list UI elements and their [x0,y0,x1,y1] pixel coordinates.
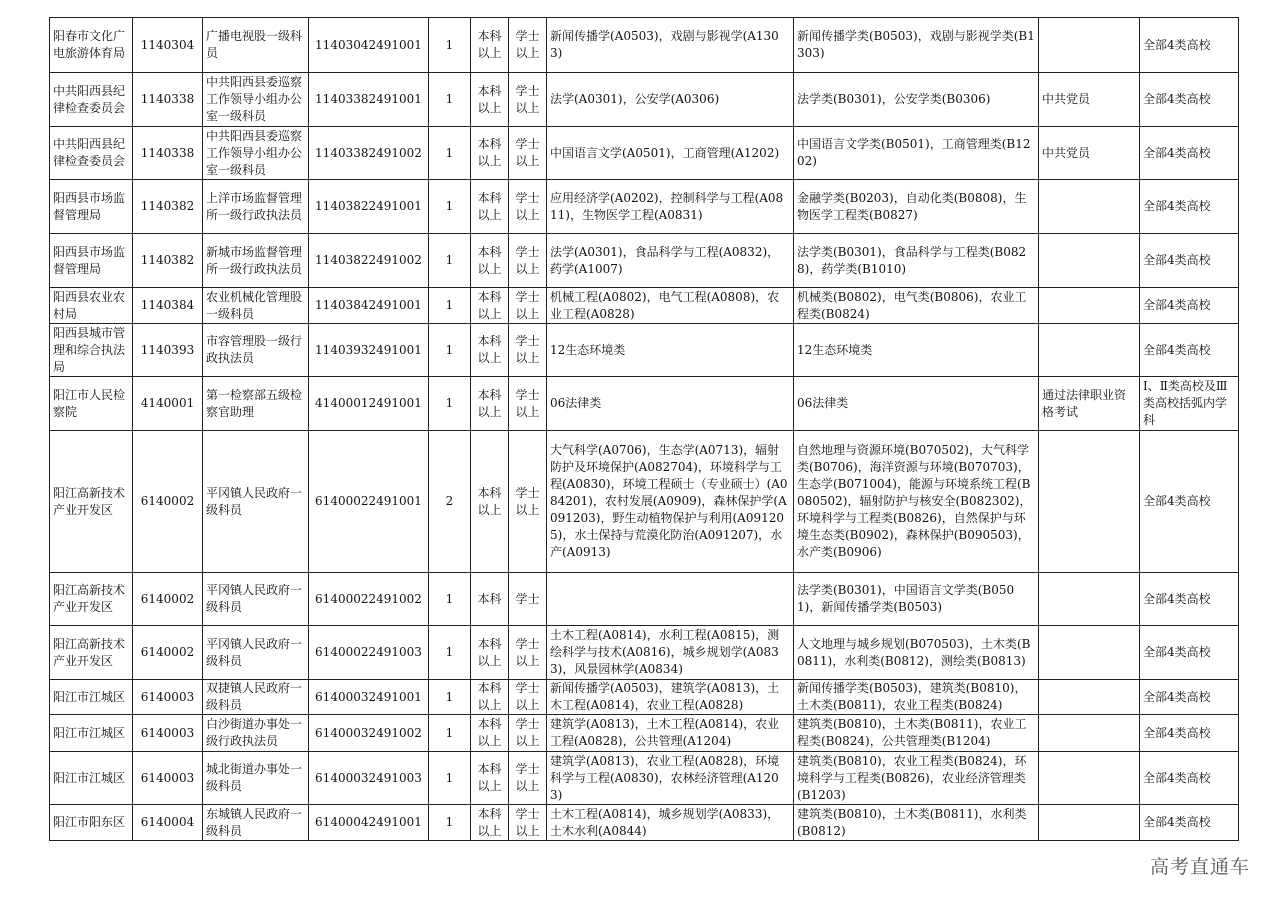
other-requirement-cell [1039,18,1140,73]
school-type-cell: 全部4类高校 [1140,288,1239,324]
graduate-major-cell: 12生态环境类 [547,324,794,377]
position-name-cell: 中共阳西县委巡察工作领导小组办公室一级科员 [203,73,309,127]
table-row [50,431,1239,573]
position-name-cell: 市容管理股一级行政执法员 [203,324,309,377]
table-row [50,805,1239,841]
undergraduate-major-cell: 法学类(B0301)，食品科学与工程类(B0828)，药学类(B1010) [794,234,1039,288]
school-type-cell: 全部4类高校 [1140,73,1239,127]
position-name-cell: 平冈镇人民政府一级科员 [203,573,309,626]
undergraduate-major-cell: 12生态环境类 [794,324,1039,377]
position-code-cell: 61400032491002 [309,715,429,752]
education-cell: 本科以上 [471,73,509,127]
table-row [50,18,1239,73]
undergraduate-major-cell: 06法律类 [794,377,1039,431]
table-row [50,234,1239,288]
undergraduate-major-cell: 建筑类(B0810)，农业工程类(B0824)，环境科学与工程类(B0826)，农业经济管理类(B1203) [794,752,1039,805]
other-requirement-cell [1039,180,1140,234]
unit-name-cell: 阳西县市场监督管理局 [50,234,133,288]
unit-code-cell: 1140384 [133,288,203,324]
degree-cell: 学士以上 [509,73,547,127]
other-requirement-cell [1039,626,1140,680]
recruit-count-cell: 1 [429,715,471,752]
unit-name-cell: 阳江市江城区 [50,715,133,752]
unit-name-cell: 阳江市江城区 [50,680,133,715]
education-cell: 本科以上 [471,377,509,431]
graduate-major-cell: 建筑学(A0813)，农业工程(A0828)，环境科学与工程(A0830)，农林经济管理(A1203) [547,752,794,805]
position-name-cell: 双捷镇人民政府一级科员 [203,680,309,715]
degree-cell: 学士以上 [509,805,547,841]
other-requirement-cell [1039,680,1140,715]
recruit-count-cell: 1 [429,680,471,715]
undergraduate-major-cell: 法学类(B0301)，中国语言文学类(B0501)，新闻传播学类(B0503) [794,573,1039,626]
graduate-major-cell: 法学(A0301)，食品科学与工程(A0832)，药学(A1007) [547,234,794,288]
other-requirement-cell [1039,715,1140,752]
education-cell: 本科以上 [471,127,509,180]
recruit-count-cell: 2 [429,431,471,573]
unit-code-cell: 1140382 [133,234,203,288]
other-requirement-cell [1039,431,1140,573]
school-type-cell: 全部4类高校 [1140,680,1239,715]
position-name-cell: 中共阳西县委巡察工作领导小组办公室一级科员 [203,127,309,180]
undergraduate-major-cell: 建筑类(B0810)，土木类(B0811)，农业工程类(B0824)，公共管理类(B1204) [794,715,1039,752]
position-code-cell: 11403042491001 [309,18,429,73]
position-name-cell: 广播电视股一级科员 [203,18,309,73]
other-requirement-cell [1039,573,1140,626]
undergraduate-major-cell: 新闻传播学类(B0503)，建筑类(B0810)，土木类(B0811)，农业工程类(B0824) [794,680,1039,715]
unit-name-cell: 阳西县农业农村局 [50,288,133,324]
other-requirement-cell [1039,234,1140,288]
table-row [50,715,1239,752]
table-row [50,324,1239,377]
position-name-cell: 第一检察部五级检察官助理 [203,377,309,431]
school-type-cell: 全部4类高校 [1140,715,1239,752]
unit-code-cell: 1140382 [133,180,203,234]
unit-name-cell: 阳江市阳东区 [50,805,133,841]
school-type-cell: 全部4类高校 [1140,431,1239,573]
undergraduate-major-cell: 自然地理与资源环境(B070502)，大气科学类(B0706)，海洋资源与环境(B070703)，生态学(B071004)，能源与环境系统工程(B080502)，辐射防护与核安全(B082302)，环境科学与工程类(B0826)，自然保护与环境生态类(B0902)，森林保护(B090503)，水产类(B0906) [794,431,1039,573]
graduate-major-cell: 建筑学(A0813)，土木工程(A0814)，农业工程(A0828)，公共管理(A1204) [547,715,794,752]
position-code-cell: 61400022491002 [309,573,429,626]
position-code-cell: 61400032491003 [309,752,429,805]
recruit-count-cell: 1 [429,73,471,127]
undergraduate-major-cell: 新闻传播学类(B0503)，戏剧与影视学类(B1303) [794,18,1039,73]
unit-code-cell: 6140003 [133,752,203,805]
table-row [50,377,1239,431]
unit-code-cell: 1140338 [133,73,203,127]
degree-cell: 学士以上 [509,626,547,680]
recruit-count-cell: 1 [429,234,471,288]
education-cell: 本科以上 [471,752,509,805]
unit-code-cell: 6140004 [133,805,203,841]
degree-cell: 学士以上 [509,288,547,324]
other-requirement-cell [1039,805,1140,841]
table-row [50,127,1239,180]
recruit-count-cell: 1 [429,805,471,841]
education-cell: 本科以上 [471,324,509,377]
degree-cell: 学士 [509,573,547,626]
position-code-cell: 41400012491001 [309,377,429,431]
unit-code-cell: 6140002 [133,431,203,573]
degree-cell: 学士以上 [509,431,547,573]
degree-cell: 学士以上 [509,715,547,752]
position-code-cell: 11403822491001 [309,180,429,234]
position-code-cell: 11403842491001 [309,288,429,324]
unit-code-cell: 1140338 [133,127,203,180]
position-name-cell: 白沙街道办事处一级行政执法员 [203,715,309,752]
watermark-text: 高考直通车 [1149,856,1250,878]
other-requirement-cell: 通过法律职业资格考试 [1039,377,1140,431]
other-requirement-cell [1039,324,1140,377]
recruit-count-cell: 1 [429,626,471,680]
school-type-cell: 全部4类高校 [1140,752,1239,805]
degree-cell: 学士以上 [509,680,547,715]
graduate-major-cell: 新闻传播学(A0503)，戏剧与影视学(A1303) [547,18,794,73]
recruit-count-cell: 1 [429,324,471,377]
degree-cell: 学士以上 [509,377,547,431]
undergraduate-major-cell: 法学类(B0301)，公安学类(B0306) [794,73,1039,127]
unit-name-cell: 中共阳西县纪律检查委员会 [50,127,133,180]
table-row [50,626,1239,680]
unit-name-cell: 中共阳西县纪律检查委员会 [50,73,133,127]
school-type-cell: Ⅰ、Ⅱ类高校及Ⅲ类高校括弧内学科 [1140,377,1239,431]
education-cell: 本科以上 [471,626,509,680]
table-row [50,752,1239,805]
degree-cell: 学士以上 [509,180,547,234]
position-name-cell: 上洋市场监督管理所一级行政执法员 [203,180,309,234]
recruit-count-cell: 1 [429,288,471,324]
undergraduate-major-cell: 金融学类(B0203)，自动化类(B0808)，生物医学工程类(B0827) [794,180,1039,234]
degree-cell: 学士以上 [509,18,547,73]
unit-name-cell: 阳江高新技术产业开发区 [50,626,133,680]
school-type-cell: 全部4类高校 [1140,180,1239,234]
unit-name-cell: 阳江高新技术产业开发区 [50,573,133,626]
recruit-count-cell: 1 [429,127,471,180]
graduate-major-cell: 应用经济学(A0202)，控制科学与工程(A0811)，生物医学工程(A0831) [547,180,794,234]
graduate-major-cell: 法学(A0301)，公安学(A0306) [547,73,794,127]
education-cell: 本科以上 [471,288,509,324]
other-requirement-cell: 中共党员 [1039,127,1140,180]
table-row [50,680,1239,715]
graduate-major-cell: 新闻传播学(A0503)，建筑学(A0813)，土木工程(A0814)，农业工程(A0828) [547,680,794,715]
graduate-major-cell: 机械工程(A0802)，电气工程(A0808)，农业工程(A0828) [547,288,794,324]
graduate-major-cell: 土木工程(A0814)，城乡规划学(A0833)，土木水利(A0844) [547,805,794,841]
education-cell: 本科以上 [471,805,509,841]
degree-cell: 学士以上 [509,324,547,377]
position-code-cell: 61400022491003 [309,626,429,680]
education-cell: 本科以上 [471,680,509,715]
unit-name-cell: 阳江市江城区 [50,752,133,805]
unit-code-cell: 6140003 [133,680,203,715]
unit-name-cell: 阳江市人民检察院 [50,377,133,431]
degree-cell: 学士以上 [509,234,547,288]
education-cell: 本科以上 [471,180,509,234]
education-cell: 本科以上 [471,431,509,573]
table-row [50,573,1239,626]
position-name-cell: 平冈镇人民政府一级科员 [203,431,309,573]
education-cell: 本科以上 [471,234,509,288]
unit-code-cell: 6140003 [133,715,203,752]
recruit-count-cell: 1 [429,18,471,73]
recruit-count-cell: 1 [429,180,471,234]
school-type-cell: 全部4类高校 [1140,626,1239,680]
graduate-major-cell: 06法律类 [547,377,794,431]
other-requirement-cell [1039,752,1140,805]
position-code-cell: 11403382491001 [309,73,429,127]
unit-code-cell: 6140002 [133,573,203,626]
graduate-major-cell: 土木工程(A0814)，水利工程(A0815)，测绘科学与技术(A0816)，城乡规划学(A0833)，风景园林学(A0834) [547,626,794,680]
position-code-cell: 61400022491001 [309,431,429,573]
position-name-cell: 农业机械化管理股一级科员 [203,288,309,324]
education-cell: 本科以上 [471,715,509,752]
position-code-cell: 61400042491001 [309,805,429,841]
undergraduate-major-cell: 机械类(B0802)，电气类(B0806)，农业工程类(B0824) [794,288,1039,324]
unit-code-cell: 6140002 [133,626,203,680]
table-row [50,180,1239,234]
school-type-cell: 全部4类高校 [1140,324,1239,377]
school-type-cell: 全部4类高校 [1140,805,1239,841]
graduate-major-cell: 中国语言文学(A0501)，工商管理(A1202) [547,127,794,180]
graduate-major-cell [547,573,794,626]
education-cell: 本科 [471,573,509,626]
graduate-major-cell: 大气科学(A0706)，生态学(A0713)，辐射防护及环境保护(A082704)，环境科学与工程(A0830)，环境工程硕士（专业硕士）(A084201)，农村发展(A0909)，森林保护学(A091203)，野生动植物保护与利用(A091205)，水土保持与荒漠化防治(A091207)，水产(A0913) [547,431,794,573]
school-type-cell: 全部4类高校 [1140,18,1239,73]
recruit-count-cell: 1 [429,377,471,431]
unit-code-cell: 1140304 [133,18,203,73]
position-name-cell: 平冈镇人民政府一级科员 [203,626,309,680]
position-name-cell: 城北街道办事处一级科员 [203,752,309,805]
other-requirement-cell: 中共党员 [1039,73,1140,127]
unit-name-cell: 阳江高新技术产业开发区 [50,431,133,573]
unit-name-cell: 阳春市文化广电旅游体育局 [50,18,133,73]
undergraduate-major-cell: 建筑类(B0810)，土木类(B0811)，水利类(B0812) [794,805,1039,841]
other-requirement-cell [1039,288,1140,324]
education-cell: 本科以上 [471,18,509,73]
school-type-cell: 全部4类高校 [1140,573,1239,626]
position-name-cell: 新城市场监督管理所一级行政执法员 [203,234,309,288]
unit-code-cell: 1140393 [133,324,203,377]
table-row [50,73,1239,127]
position-code-cell: 11403382491002 [309,127,429,180]
position-code-cell: 61400032491001 [309,680,429,715]
school-type-cell: 全部4类高校 [1140,127,1239,180]
positions-table [49,17,1239,841]
unit-name-cell: 阳西县市场监督管理局 [50,180,133,234]
position-code-cell: 11403932491001 [309,324,429,377]
degree-cell: 学士以上 [509,127,547,180]
position-code-cell: 11403822491002 [309,234,429,288]
school-type-cell: 全部4类高校 [1140,234,1239,288]
undergraduate-major-cell: 人文地理与城乡规划(B070503)，土木类(B0811)，水利类(B0812)，测绘类(B0813) [794,626,1039,680]
undergraduate-major-cell: 中国语言文学类(B0501)，工商管理类(B1202) [794,127,1039,180]
recruit-count-cell: 1 [429,752,471,805]
position-name-cell: 东城镇人民政府一级科员 [203,805,309,841]
degree-cell: 学士以上 [509,752,547,805]
recruit-count-cell: 1 [429,573,471,626]
unit-code-cell: 4140001 [133,377,203,431]
table-row [50,288,1239,324]
unit-name-cell: 阳西县城市管理和综合执法局 [50,324,133,377]
